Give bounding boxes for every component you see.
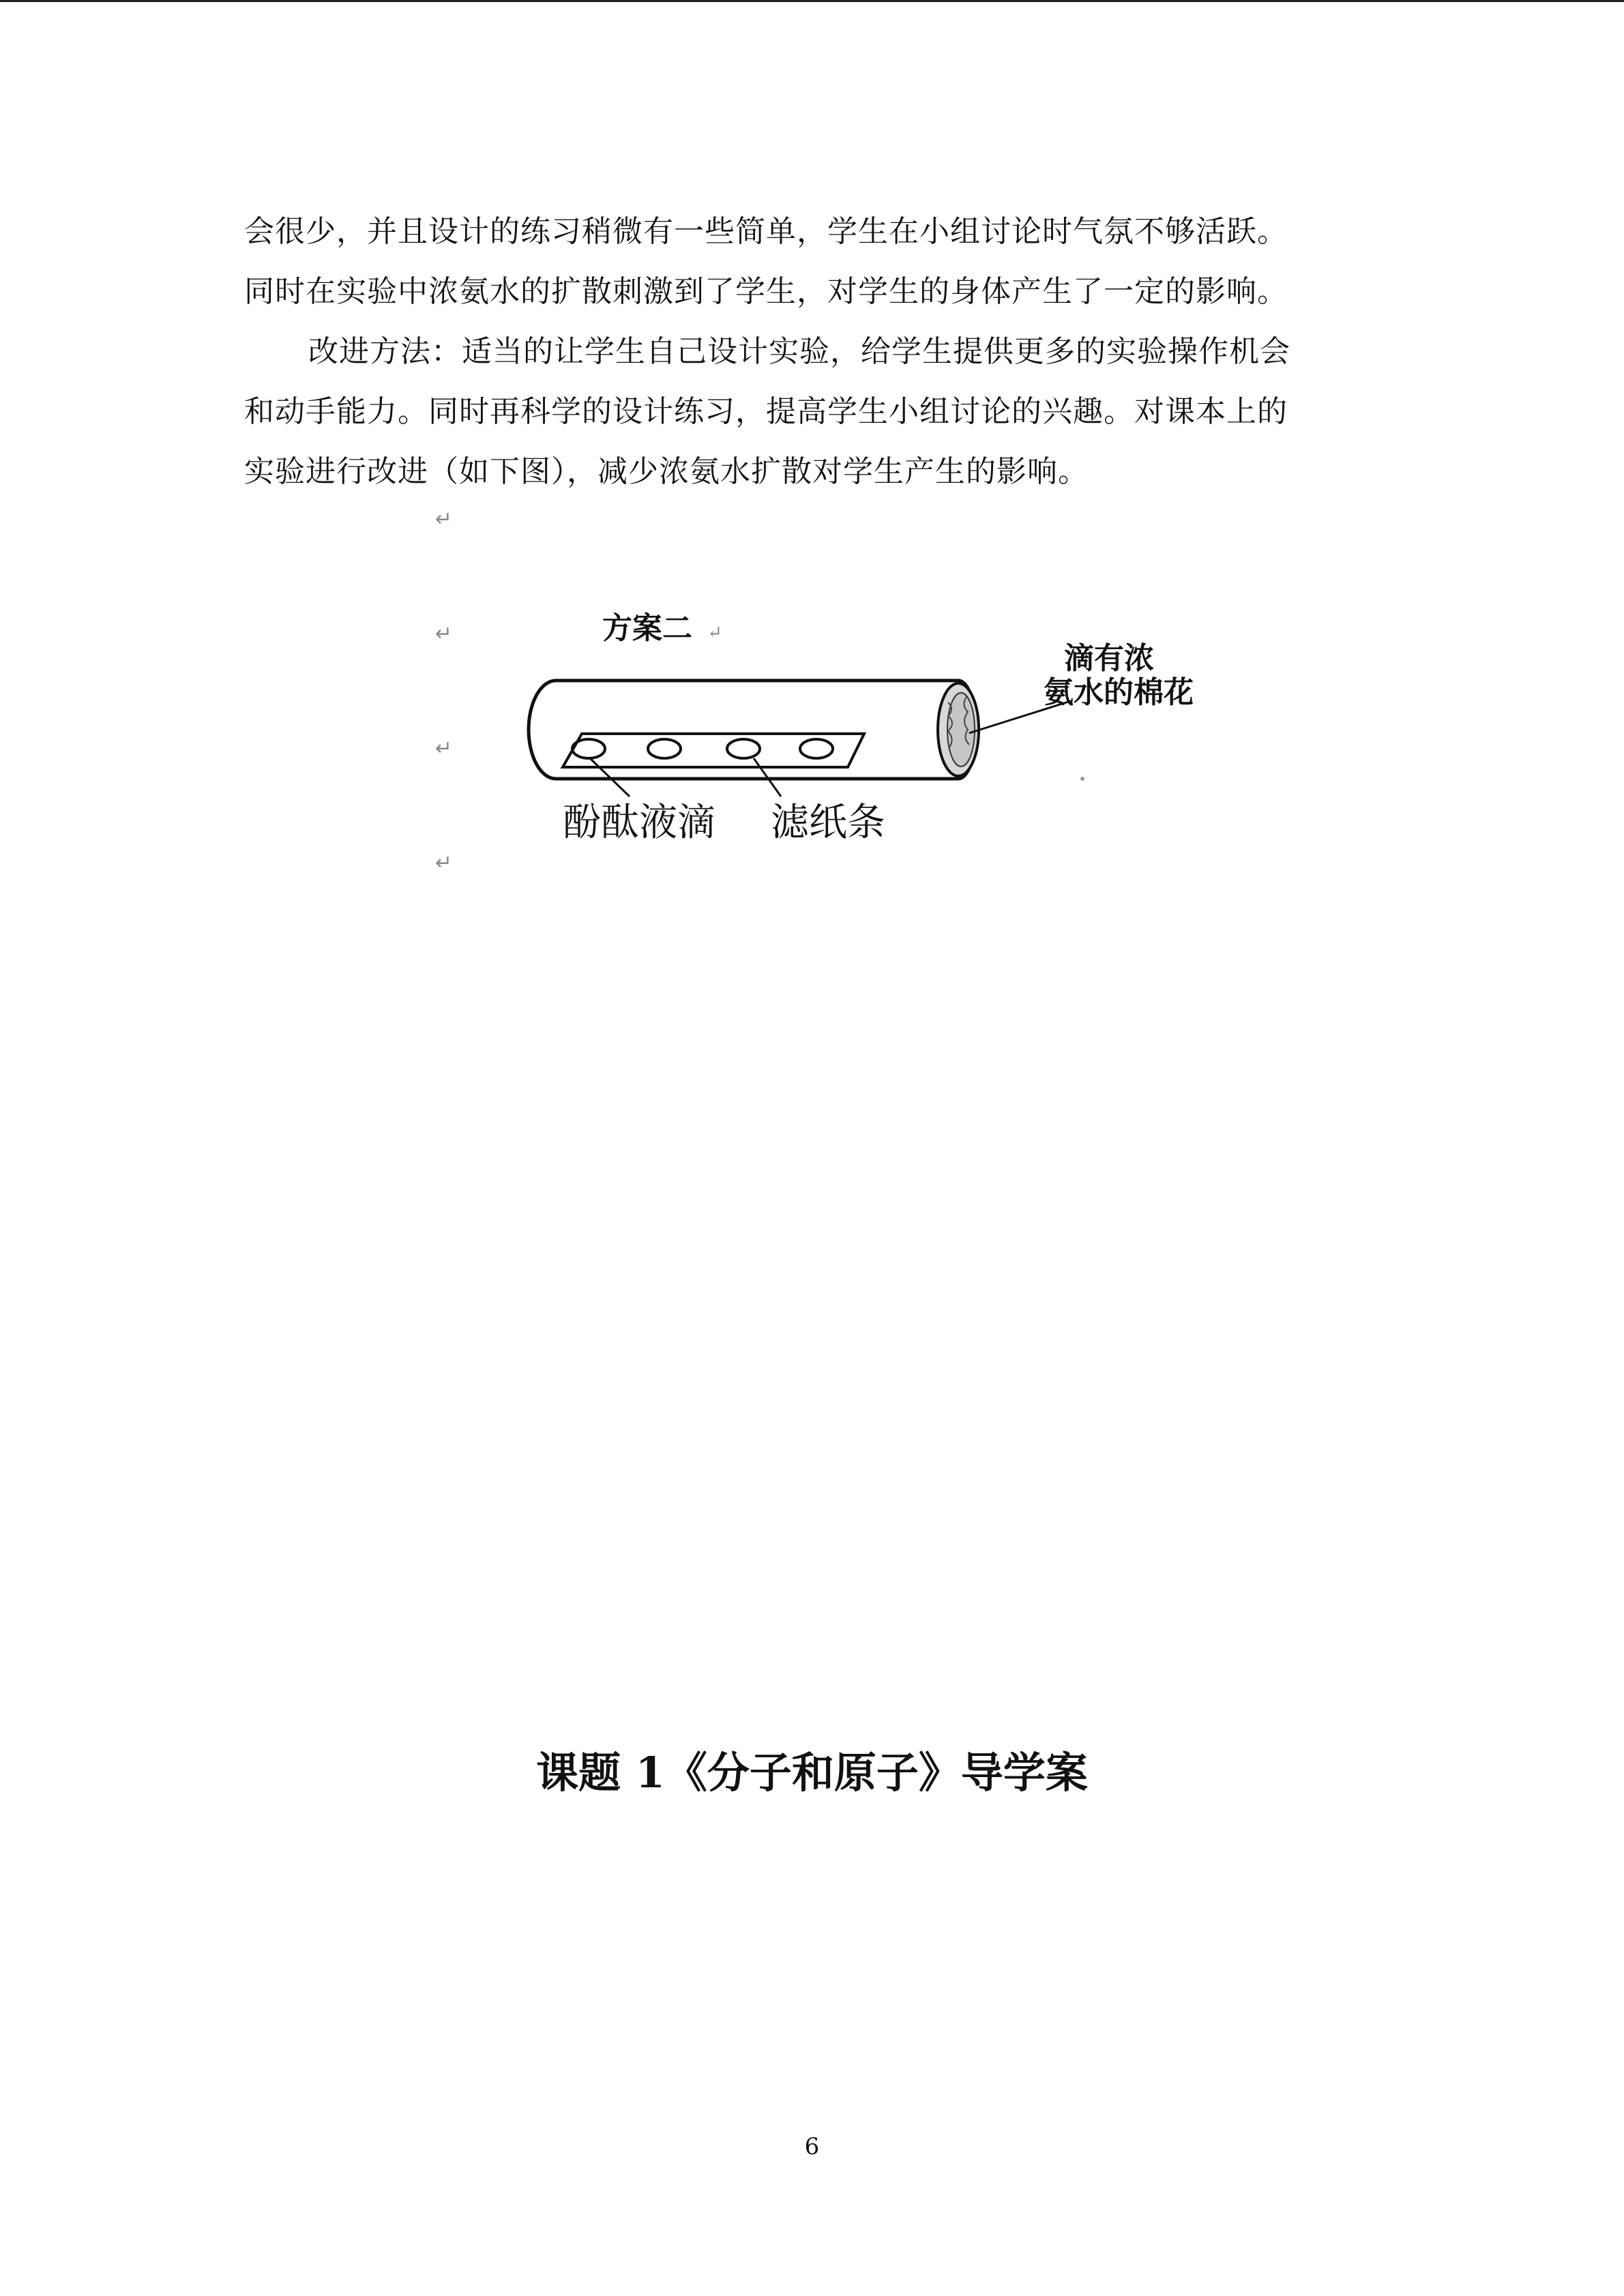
scan-speck — [1080, 777, 1084, 781]
paragraph-line-2: 同时在实验中浓氨水的扩散刺激到了学生，对学生的身体产生了一定的影响。 — [244, 274, 1288, 309]
page-number: 6 — [804, 2133, 820, 2160]
paragraph-line-3: 改进方法：适当的让学生自己设计实验，给学生提供更多的实验操作机会 — [308, 334, 1290, 369]
paragraph-mark: ↵ — [435, 851, 453, 875]
cotton-label-line-1: 滴有浓 — [1064, 641, 1154, 676]
cotton-plug — [938, 683, 979, 776]
drops-label: 酚酞液滴 — [563, 801, 715, 845]
paragraph-mark: ↵ — [707, 623, 722, 643]
paragraph-line-4: 和动手能力。同时再科学的设计练习，提高学生小组讨论的兴趣。对课本上的 — [244, 394, 1288, 429]
paragraph-mark: ↵ — [435, 507, 453, 531]
page-top-border — [0, 0, 1624, 2]
paragraph-mark: ↵ — [435, 736, 453, 760]
paragraph-line-1: 会很少，并且设计的练习稍微有一些简单，学生在小组讨论时气氛不够活跃。 — [244, 214, 1288, 249]
paragraph-mark: ↵ — [435, 622, 453, 646]
figure-title: 方案二 — [602, 611, 692, 646]
cotton-label-line-2: 氨水的棉花 — [1044, 675, 1194, 710]
lesson-title: 课题 1《分子和原子》导学案 — [536, 1748, 1088, 1798]
strip-label: 滤纸条 — [771, 801, 885, 845]
experiment-diagram — [508, 600, 1211, 859]
paragraph-line-5: 实验进行改进（如下图），减少浓氨水扩散对学生产生的影响。 — [244, 454, 1089, 489]
